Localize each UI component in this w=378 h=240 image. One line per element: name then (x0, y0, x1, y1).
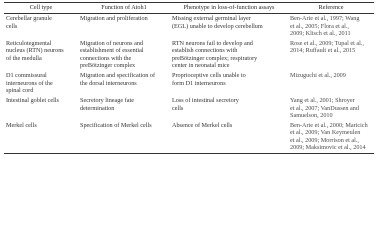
cell-text-line: Mizuguchi et al., 2009 (290, 72, 346, 80)
cell-text-line: et al., 2009; Morrison et al., (290, 136, 359, 144)
phenotype-cell (170, 96, 288, 121)
cell-text-line: Missing external germinal layer (172, 15, 251, 23)
phenotype-cell (170, 71, 288, 96)
cell-text-line: et al., 2009; Van Keymeulen (290, 129, 361, 137)
cell-text-line: Absence of Merkel cells (172, 122, 233, 130)
cell-text-line: RTN neurons fail to develop and (172, 40, 253, 48)
cell-text-line: form D1 interneurons (172, 79, 226, 87)
cell-text-line: Specification of Merkel cells (80, 122, 152, 130)
cell-text-line: of the medulla (6, 54, 42, 62)
cell-text-line: 2009; Maksimovic et al., 2014 (290, 144, 366, 152)
header-reference: Reference (288, 3, 374, 14)
cell-text-line: Cerebellar granule (6, 15, 52, 23)
cell-text-line: the dorsal interneurons (80, 79, 137, 87)
cell-type-cell (4, 96, 78, 121)
cell-text-line: D1 commissural (6, 72, 47, 80)
table-row (4, 96, 374, 121)
cell-text-line: et al., 2007; VanDussen and (290, 104, 359, 112)
reference-cell (288, 121, 374, 154)
cell-text-line: interneurons of the (6, 79, 53, 87)
cell-text-line: cells (172, 104, 184, 112)
cell-text-line: preBötzinger complex (80, 62, 136, 70)
function-cell (78, 14, 170, 39)
header-phenotype: Phenotype in loss-of-function assays (170, 3, 288, 14)
table-row (4, 121, 374, 154)
cell-text-line: Intestinal goblet cells (6, 97, 59, 105)
table-row (4, 39, 374, 71)
cell-text-line: 2014; Ruffault et al., 2015 (290, 47, 356, 55)
cell-text-line: Rose et al., 2009; Tupal et al., (290, 40, 364, 48)
cell-type-cell (4, 121, 78, 154)
cell-text-line: Loss of intestinal secretory (172, 97, 239, 105)
cell-text-line: center in neonatal mice (172, 62, 230, 70)
cell-text-line: spinal cord (6, 86, 34, 94)
cell-text-line: Yang et al., 2001; Shroyer (290, 97, 355, 105)
cell-text-line: nucleus (RTN) neurons (6, 47, 64, 55)
header-function: Function of Atoh1 (78, 3, 170, 14)
cell-text-line: Proprioceptive cells unable to (172, 72, 246, 80)
cell-text-line: Ben-Arie et al., 1997; Wang (290, 15, 360, 23)
function-cell (78, 96, 170, 121)
cell-text-line: Samuelson, 2010 (290, 111, 333, 119)
table-row (4, 71, 374, 96)
table-body (4, 14, 374, 154)
cell-text-line: Merkel cells (6, 122, 37, 130)
cell-text-line: Reticulotegmental (6, 40, 52, 48)
cell-text-line: determination (80, 104, 115, 112)
cell-text-line: preBötzinger complex; respiratory (172, 54, 258, 62)
function-cell (78, 39, 170, 71)
table-header-row (4, 3, 374, 14)
cell-text-line: Migration and specification of (80, 72, 156, 80)
cell-type-cell (4, 14, 78, 39)
function-cell (78, 71, 170, 96)
reference-cell (288, 71, 374, 96)
cell-text-line: Ben-Arie et al., 2000; Maricich (290, 122, 368, 130)
cell-text-line: cells (6, 22, 18, 30)
cell-type-cell (4, 39, 78, 71)
reference-cell (288, 14, 374, 39)
function-cell (78, 121, 170, 154)
cell-text-line: Migration and proliferation (80, 15, 148, 23)
cell-text-line: 2009; Klisch et al., 2011 (290, 29, 351, 37)
cell-text-line: et al., 2005; Flora et al., (290, 22, 349, 30)
cell-text-line: connections with the (80, 54, 132, 62)
header-cell-type: Cell type (4, 3, 78, 14)
reference-cell (288, 96, 374, 121)
reference-cell (288, 39, 374, 71)
phenotype-cell (170, 121, 288, 154)
cell-type-cell (4, 71, 78, 96)
cell-text-line: establishment of essential (80, 47, 144, 55)
cell-text-line: establish connections with (172, 47, 238, 55)
cell-text-line: Migration of neurons and (80, 40, 144, 48)
cell-text-line: (EGL) unable to develop cerebellum (172, 22, 263, 30)
table-row (4, 14, 374, 39)
phenotype-cell (170, 14, 288, 39)
atoh1-function-table (4, 2, 374, 154)
phenotype-cell (170, 39, 288, 71)
cell-text-line: Secretory lineage fate (80, 97, 134, 105)
